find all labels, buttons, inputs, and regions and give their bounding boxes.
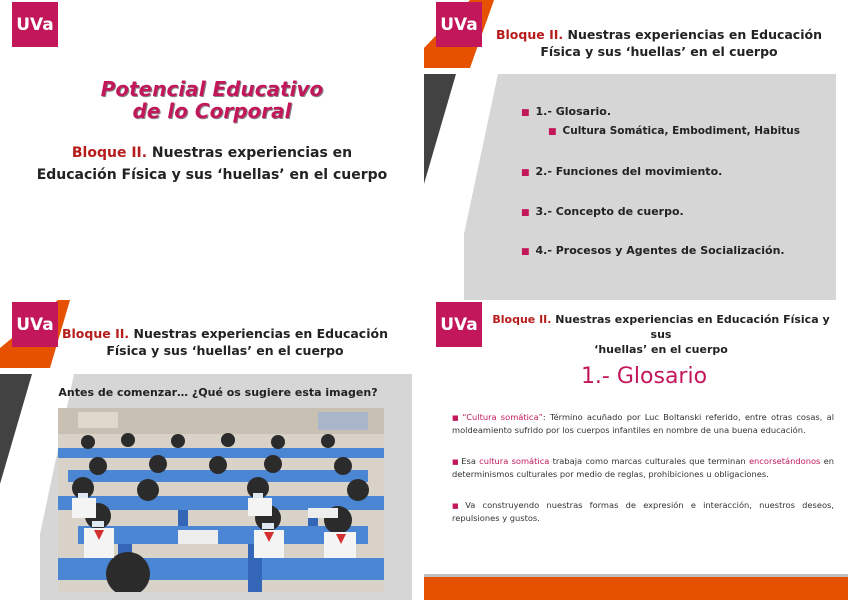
slide-subtitle [0,142,424,186]
header-line-2: Física y sus ‘huellas’ en el cuerpo [540,44,778,59]
glosario-title: 1.- Glosario [580,364,708,389]
index-item-procesos: ■ 4.- Procesos y Agentes de Socialización. [521,244,785,257]
subtitle-line-1: Nuestras experiencias en [147,145,353,161]
uva-logo: UVa [436,2,482,47]
bloque-label: Bloque II. [492,313,552,326]
bloque-label: Bloque II. [496,27,564,42]
panel-cutout [464,74,504,300]
bullet-icon: ■ [452,502,464,510]
header-line-1: Nuestras experiencias en Educación [129,326,388,341]
slide-header [484,26,834,60]
classroom-photo [58,408,384,592]
bloque-label: Bloque II. [62,326,130,341]
header-line-1: Nuestras experiencias en Educación [563,27,822,42]
bullet-icon: ■ [521,247,530,257]
index-item-glosario: ■ 1.- Glosario. [521,105,612,118]
index-subitem-cultura: ■ Cultura Somática, Embodiment, Habitus [548,125,800,137]
index-panel [464,74,836,300]
index-item-funciones: ■ 2.- Funciones del movimiento. [521,165,723,178]
title-line-1: Potencial Educativo [100,77,324,101]
paragraph-marcas-culturales: ■ Esa cultura somática trabaja como marcas culturales que terminan encorsetándonos en determinismos culturales por medio de reglas, prohibiciones u obligaciones. [452,456,834,479]
paragraph-formas-expresion: ■ Va construyendo nuestras formas de expresión e interacción, nuestros deseos, repulsiones y gustos. [452,500,834,523]
slide-image [0,300,424,600]
header-line-2: ‘huellas’ en el cuerpo [594,343,728,356]
header-line-2: Física y sus ‘huellas’ en el cuerpo [106,343,344,358]
slide-header [486,312,836,357]
uva-logo: UVa [12,302,58,347]
slide-glosario [424,300,848,600]
uva-logo: UVa [12,2,58,47]
slide-index [424,0,848,300]
image-caption: Antes de comenzar… ¿Qué os sugiere esta imagen? [58,386,378,399]
footer-bar [424,577,848,600]
bullet-icon: ■ [521,108,530,118]
paragraph-cultura-somatica: ■ “Cultura somática”: Término acuñado por Luc Boltanski referido, entre otras cosas, al moldeamiento sufrido por los cuerpos infantiles en nombre de una buena educación. [452,412,834,435]
bullet-icon: ■ [521,208,530,218]
slide-header [60,325,390,359]
uva-logo: UVa [436,302,482,347]
title-line-2: de lo Corporal [132,99,292,123]
bullet-icon: ■ [452,458,460,466]
slide-title-heading [0,78,424,122]
index-item-concepto: ■ 3.- Concepto de cuerpo. [521,205,684,218]
bullet-icon: ■ [452,414,461,422]
bloque-label: Bloque II. [71,145,148,161]
header-line-1: Nuestras experiencias en Educación Física y sus [551,313,830,341]
bullet-icon: ■ [548,127,557,137]
bullet-icon: ■ [521,168,530,178]
slide-title [0,0,424,300]
subtitle-line-2: Educación Física y sus ‘huellas’ en el cuerpo [36,167,388,183]
